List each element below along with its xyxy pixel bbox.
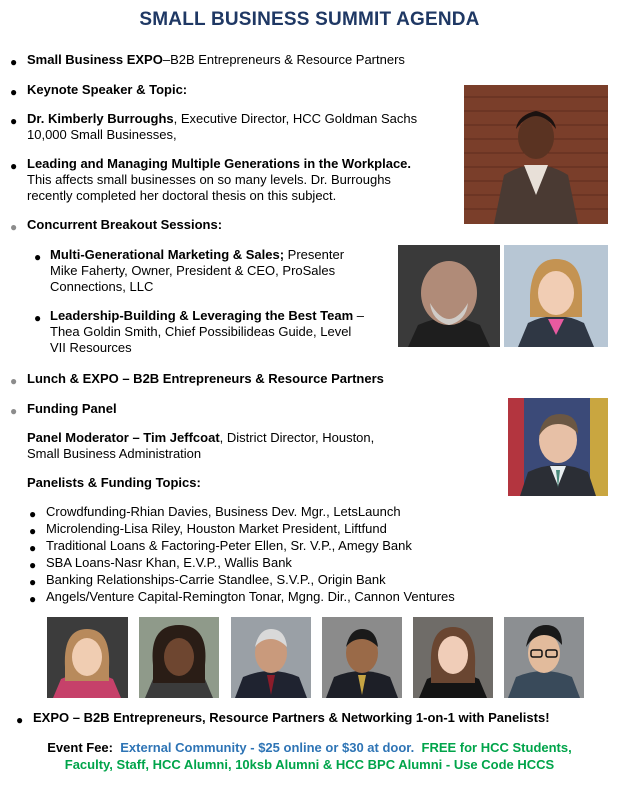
- panelist-photo: [47, 617, 128, 698]
- panelist-photo: [231, 617, 311, 698]
- panelist-item: Microlending-Lisa Riley, Houston Market President, Liftfund: [46, 521, 387, 536]
- breakout-heading-text: Concurrent Breakout Sessions:: [27, 217, 223, 232]
- panelist-item: Angels/Venture Capital-Remington Tonar, Mgng. Dir., Cannon Ventures: [46, 589, 455, 604]
- topic-item: [27, 156, 457, 204]
- moderator-title: , District Director, Houston,: [219, 430, 375, 445]
- keynote-heading-text: Keynote Speaker & Topic:: [27, 82, 188, 97]
- expo-bold: Small Business EXPO: [27, 52, 163, 67]
- breakout-line3: VII Resources: [50, 340, 132, 355]
- breakout-rest: Presenter: [284, 247, 345, 262]
- bullet-dot: ●: [10, 114, 18, 128]
- panelist-item: Crowdfunding-Rhian Davies, Business Dev. Mgr., LetsLaunch: [46, 504, 401, 519]
- event-fee-line1: [0, 739, 619, 756]
- panelist-item: SBA Loans-Nasr Khan, E.V.P., Wallis Bank: [46, 555, 292, 570]
- bullet-dot: ●: [29, 575, 37, 589]
- bullet-dot: ●: [10, 55, 18, 69]
- panelist-photo: [322, 617, 402, 698]
- bullet-dot: ●: [16, 713, 24, 727]
- moderator-photo: [508, 398, 608, 496]
- panelists-heading: [27, 475, 201, 491]
- keynote-heading: [27, 82, 187, 98]
- speaker-name: Dr. Kimberly Burroughs: [27, 111, 174, 126]
- bullet-dot: ●: [10, 220, 18, 234]
- presenter-photo: [398, 245, 500, 347]
- fee-external: External Community - $25 online or $30 at door.: [120, 740, 415, 755]
- bullet-dot: ●: [29, 507, 37, 521]
- speaker-title: , Executive Director, HCC Goldman Sachs: [173, 111, 418, 126]
- breakout-line3: Connections, LLC: [50, 279, 154, 294]
- funding-heading: [27, 401, 117, 417]
- panelist-photo: [139, 617, 219, 698]
- bullet-dot: ●: [29, 592, 37, 606]
- funding-heading-text: Funding Panel: [27, 401, 117, 416]
- bullet-dot: ●: [29, 524, 37, 538]
- moderator-item: [27, 430, 467, 462]
- speaker-item: [27, 111, 457, 143]
- fee-label: Event Fee:: [47, 740, 113, 755]
- moderator-org: Small Business Administration: [27, 446, 202, 461]
- expo-rest: –B2B Entrepreneurs & Resource Partners: [162, 52, 405, 67]
- panelist-item: Banking Relationships-Carrie Standlee, S.V.P., Origin Bank: [46, 572, 386, 587]
- breakout-title: Leadership-Building & Leveraging the Best Team: [50, 308, 354, 323]
- fee-free: FREE for HCC Students,: [421, 740, 572, 755]
- bullet-dot: ●: [10, 85, 18, 99]
- bullet-dot: ●: [29, 541, 37, 555]
- topic-heading: Leading and Managing Multiple Generations in the Workplace.: [27, 156, 412, 171]
- topic-line2: This affects small businesses on so many levels. Dr. Burroughs: [27, 172, 391, 187]
- closing-expo-text: EXPO – B2B Entrepreneurs, Resource Partners & Networking 1-on-1 with Panelists!: [33, 710, 550, 725]
- bullet-dot: ●: [34, 250, 42, 264]
- expo-item: [27, 52, 405, 68]
- breakout-heading: [27, 217, 222, 233]
- closing-expo: [33, 710, 550, 726]
- bullet-dot: ●: [10, 374, 18, 388]
- breakout-item: [50, 308, 395, 356]
- breakout-line2: Thea Goldin Smith, Chief Possibilideas Guide, Level: [50, 324, 352, 339]
- lunch-item: [27, 371, 384, 387]
- event-fee-line2: Faculty, Staff, HCC Alumni, 10ksb Alumni & HCC BPC Alumni - Use Code HCCS: [64, 757, 555, 772]
- panelist-photo: [413, 617, 493, 698]
- presenter-photo: [504, 245, 608, 347]
- bullet-dot: ●: [10, 404, 18, 418]
- panelist-photo: [504, 617, 584, 698]
- page-title: SMALL BUSINESS SUMMIT AGENDA: [139, 9, 480, 30]
- breakout-item: [50, 247, 395, 295]
- breakout-line2: Mike Faherty, Owner, President & CEO, ProSales: [50, 263, 336, 278]
- lunch-text: Lunch & EXPO – B2B Entrepreneurs & Resource Partners: [27, 371, 384, 386]
- speaker-photo: [464, 85, 608, 224]
- breakout-rest: –: [353, 308, 364, 323]
- bullet-dot: ●: [34, 311, 42, 325]
- bullet-dot: ●: [10, 159, 18, 173]
- speaker-org: 10,000 Small Businesses,: [27, 127, 177, 142]
- panelist-item: Traditional Loans & Factoring-Peter Ellen, Sr. V.P., Amegy Bank: [46, 538, 412, 553]
- bullet-dot: ●: [29, 558, 37, 572]
- breakout-title: Multi-Generational Marketing & Sales;: [50, 247, 285, 262]
- panelists-heading-text: Panelists & Funding Topics:: [27, 475, 201, 490]
- topic-line3: recently completed her doctoral thesis on this subject.: [27, 188, 337, 203]
- moderator-name: Panel Moderator – Tim Jeffcoat: [27, 430, 220, 445]
